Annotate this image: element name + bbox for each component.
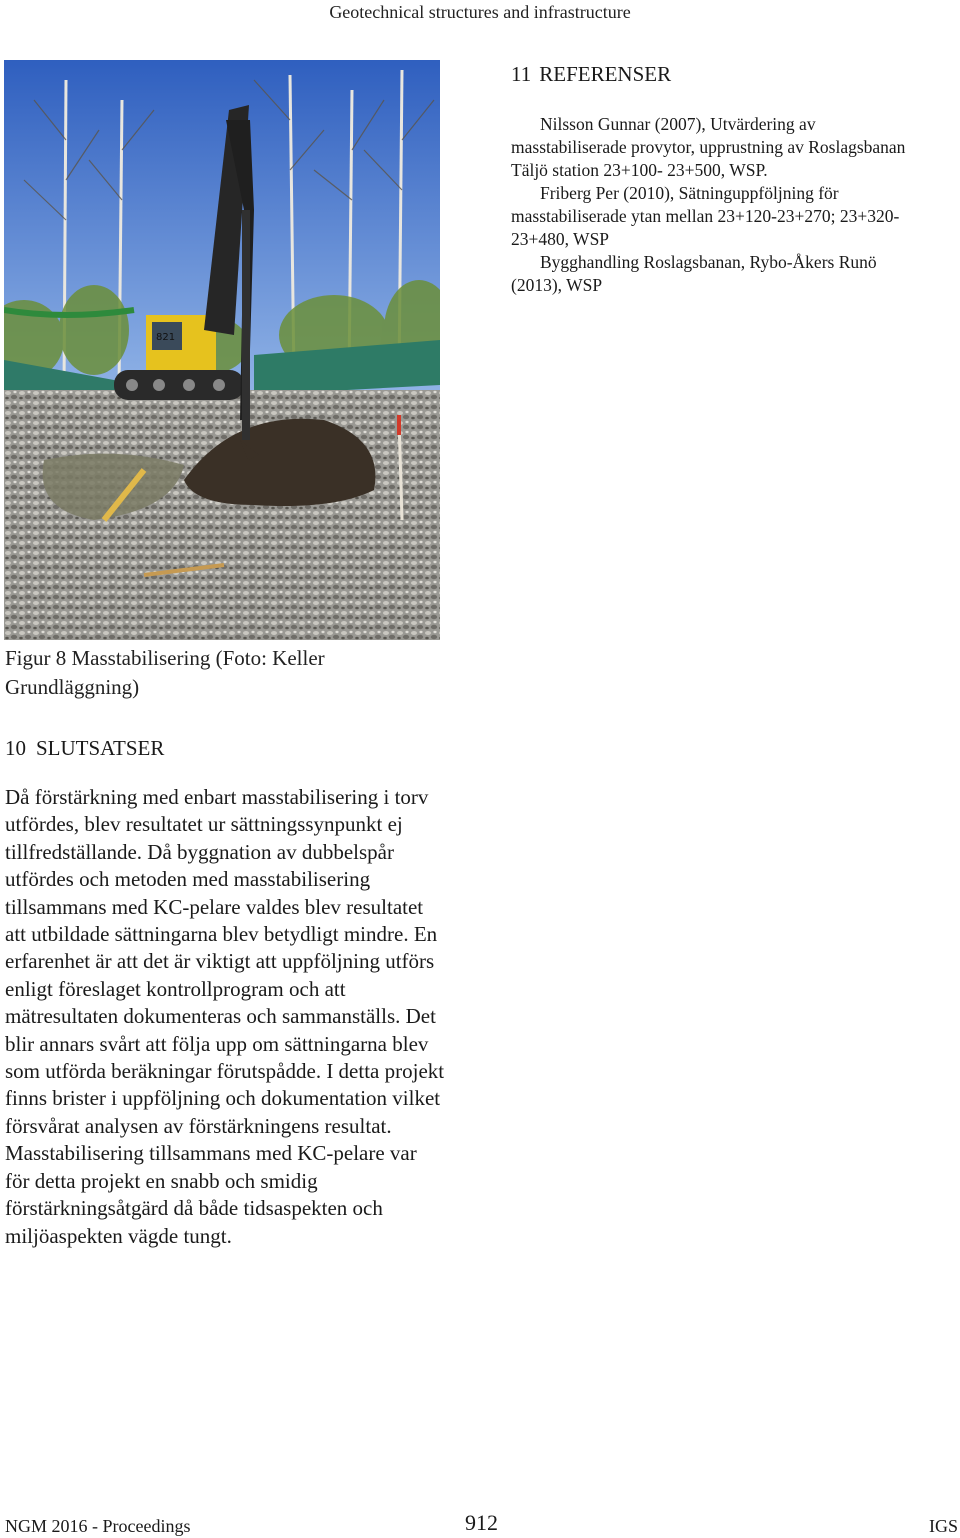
section-number: 10: [5, 736, 26, 760]
running-header: Geotechnical structures and infrastructure: [329, 2, 631, 22]
figure-caption: Figur 8 Masstabilisering (Foto: Keller Grundläggning): [5, 646, 325, 699]
excavator-photo-illustration: [4, 60, 440, 640]
reference-item: Bygghandling Roslagsbanan, Rybo-Åkers Runö (2013), WSP: [511, 252, 877, 295]
section-number: 11: [511, 62, 532, 86]
footer-society: IGS: [928, 1516, 958, 1536]
page-footer: [0, 1510, 960, 1538]
footer-proceedings: NGM 2016 - Proceedings: [5, 1516, 191, 1536]
conclusions-paragraph: Masstabilisering tillsammans med KC-pelare var för detta projekt en snabb och smidig förstärkningsåtgärd då både tidsaspekten och miljöaspekten vägde tungt.: [5, 1141, 417, 1248]
conclusions-body: [5, 784, 445, 1250]
section-heading-conclusions: [5, 734, 164, 762]
reference-item: Friberg Per (2010), Sätninguppföljning för masstabiliserade ytan mellan 23+120-23+270; 23+320-23+480, WSP: [511, 183, 900, 249]
section-heading-references: [511, 60, 671, 88]
reference-list: [511, 113, 931, 297]
section-title: REFERENSER: [539, 62, 672, 86]
reference-item: Nilsson Gunnar (2007), Utvärdering av masstabiliserade provytor, upprustning av Roslagsbanan Täljö station 23+100- 23+500, WSP.: [511, 114, 906, 180]
conclusions-paragraph: Då förstärkning med enbart masstabilisering i torv utfördes, blev resultatet ur sättningssynpunkt ej tillfredställande. Då byggnation av dubbelspår utfördes och metoden med masstabilisering tillsammans med KC-pelare valdes blev resultatet att utbildade sättningarna blev betydligt mindre. En erfarenhet är att det är viktigt att uppföljning utförs enligt föreslaget kontrollprogram och att mätresultaten dokumenteras och sammanställs. Det blir annars svårt att följa upp om sättningarna blev som utförda beräkningar förutspådde. I detta projekt finns brister i uppföljning och dokumentation vilket försvårat analysen av förstärkningens resultat.: [5, 785, 445, 1138]
machine-number-label: 821: [156, 332, 176, 343]
page-number: 912: [465, 1510, 498, 1535]
section-title: SLUTSATSER: [36, 736, 165, 760]
figure-photo: [4, 60, 440, 640]
